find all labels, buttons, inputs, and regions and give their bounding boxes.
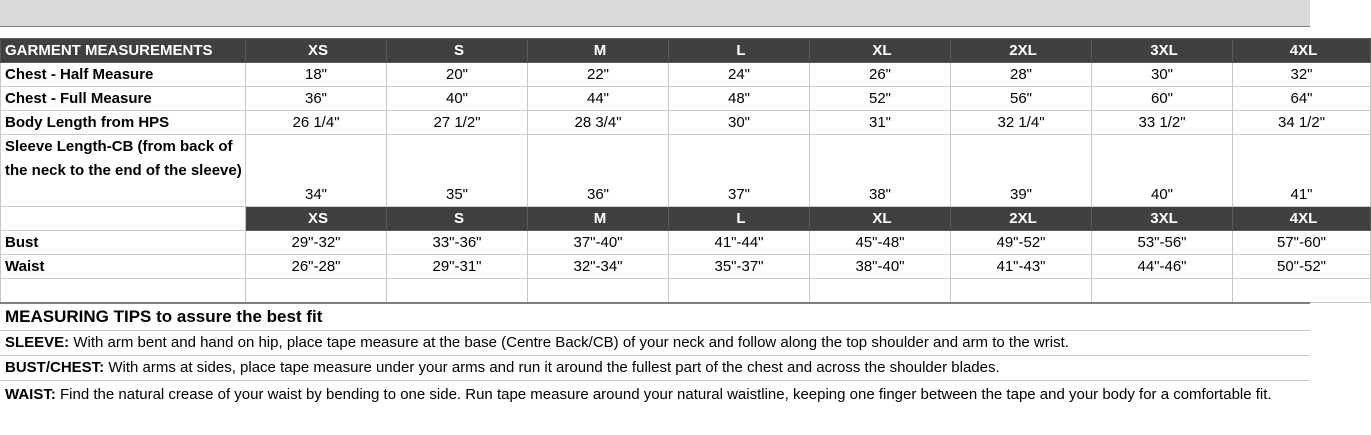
blank-cell xyxy=(810,279,951,303)
tip-sleeve xyxy=(0,330,1310,355)
tip-waist-text: Find the natural crease of your waist by bending to one side. Run tape measure around your natural waistline, keeping one finger between the tape and your body for a comfortable fit. xyxy=(55,386,1272,403)
garment-header-row xyxy=(1,39,1371,63)
table-cell: 38" xyxy=(810,135,951,207)
table-cell: 56" xyxy=(951,87,1092,111)
table-cell: 44"-46" xyxy=(1092,255,1233,279)
table-cell: 33"-36" xyxy=(387,231,528,255)
size-header-4xl: 4XL xyxy=(1233,207,1371,231)
table-cell: 27 1/2" xyxy=(387,111,528,135)
table-cell: 40" xyxy=(387,87,528,111)
garment-measurements-header: GARMENT MEASUREMENTS xyxy=(1,39,246,63)
tips-title: MEASURING TIPS to assure the best fit xyxy=(5,307,323,326)
size-header-3xl: 3XL xyxy=(1092,39,1233,63)
size-header-4xl: 4XL xyxy=(1233,39,1371,63)
size-header-xs: XS xyxy=(246,207,387,231)
table-cell: 36" xyxy=(246,87,387,111)
table-cell: 26 1/4" xyxy=(246,111,387,135)
table-row xyxy=(1,111,1371,135)
row-label: Body Length from HPS xyxy=(1,111,246,135)
table-cell: 52" xyxy=(810,87,951,111)
table-cell: 36" xyxy=(528,135,669,207)
tip-waist-label: WAIST: xyxy=(5,386,56,403)
table-cell: 31" xyxy=(810,111,951,135)
blank-row xyxy=(1,279,1371,303)
table-cell: 37" xyxy=(669,135,810,207)
size-header-m: M xyxy=(528,39,669,63)
table-cell: 28" xyxy=(951,63,1092,87)
size-header-l: L xyxy=(669,207,810,231)
top-band xyxy=(0,0,1310,27)
row-label: Chest - Half Measure xyxy=(1,63,246,87)
blank-cell xyxy=(951,279,1092,303)
table-cell: 33 1/2" xyxy=(1092,111,1233,135)
row-label: Chest - Full Measure xyxy=(1,87,246,111)
table-cell: 41"-43" xyxy=(951,255,1092,279)
table-cell: 29"-32" xyxy=(246,231,387,255)
table-cell: 64" xyxy=(1233,87,1371,111)
table-cell: 30" xyxy=(1092,63,1233,87)
table-cell: 53"-56" xyxy=(1092,231,1233,255)
table-cell: 24" xyxy=(669,63,810,87)
size-header-2xl: 2XL xyxy=(951,207,1092,231)
table-cell: 41" xyxy=(1233,135,1371,207)
size-header-s: S xyxy=(387,39,528,63)
table-cell: 22" xyxy=(528,63,669,87)
size-header-l: L xyxy=(669,39,810,63)
tip-waist xyxy=(0,380,1310,407)
table-cell: 37"-40" xyxy=(528,231,669,255)
table-row xyxy=(1,255,1371,279)
table-cell: 32"-34" xyxy=(528,255,669,279)
table-cell: 48" xyxy=(669,87,810,111)
blank-cell xyxy=(246,279,387,303)
body-header-row xyxy=(1,207,1371,231)
table-cell: 57"-60" xyxy=(1233,231,1371,255)
table-cell: 34 1/2" xyxy=(1233,111,1371,135)
tip-sleeve-label: SLEEVE: xyxy=(5,334,70,351)
size-header-xs: XS xyxy=(246,39,387,63)
table-cell: 32 1/4" xyxy=(951,111,1092,135)
size-header-xl: XL xyxy=(810,207,951,231)
tip-bust-label: BUST/CHEST: xyxy=(5,359,105,376)
blank-cell xyxy=(387,279,528,303)
table-cell: 29"-31" xyxy=(387,255,528,279)
blank-cell xyxy=(1233,279,1371,303)
table-cell: 60" xyxy=(1092,87,1233,111)
blank-cell xyxy=(1,279,246,303)
table-cell: 50"-52" xyxy=(1233,255,1371,279)
table-cell: 49"-52" xyxy=(951,231,1092,255)
table-cell: 30" xyxy=(669,111,810,135)
blank-cell xyxy=(669,279,810,303)
blank-cell xyxy=(528,279,669,303)
table-cell: 35"-37" xyxy=(669,255,810,279)
table-cell: 26" xyxy=(810,63,951,87)
measuring-tips xyxy=(0,302,1310,407)
table-row xyxy=(1,87,1371,111)
table-cell: 34" xyxy=(246,135,387,207)
table-cell: 35" xyxy=(387,135,528,207)
table-cell: 18" xyxy=(246,63,387,87)
table-cell: 38"-40" xyxy=(810,255,951,279)
table-cell: 20" xyxy=(387,63,528,87)
table-cell: 32" xyxy=(1233,63,1371,87)
table-cell: 40" xyxy=(1092,135,1233,207)
empty-header-cell xyxy=(1,207,246,231)
tip-bust xyxy=(0,355,1310,380)
tip-bust-text: With arms at sides, place tape measure under your arms and run it around the fullest part of the chest and across the shoulder blades. xyxy=(104,359,1000,376)
size-header-2xl: 2XL xyxy=(951,39,1092,63)
table-cell: 41"-44" xyxy=(669,231,810,255)
row-label: Sleeve Length-CB (from back of the neck to the end of the sleeve) xyxy=(1,135,246,207)
table-row xyxy=(1,135,1371,207)
table-cell: 28 3/4" xyxy=(528,111,669,135)
table-cell: 26"-28" xyxy=(246,255,387,279)
table-row xyxy=(1,63,1371,87)
row-label: Waist xyxy=(1,255,246,279)
table-cell: 39" xyxy=(951,135,1092,207)
row-label: Bust xyxy=(1,231,246,255)
size-header-3xl: 3XL xyxy=(1092,207,1233,231)
size-header-s: S xyxy=(387,207,528,231)
blank-cell xyxy=(1092,279,1233,303)
size-header-xl: XL xyxy=(810,39,951,63)
table-cell: 44" xyxy=(528,87,669,111)
size-chart-table xyxy=(0,38,1371,303)
tip-sleeve-text: With arm bent and hand on hip, place tape measure at the base (Centre Back/CB) of your neck and follow along the top shoulder and arm to the wrist. xyxy=(69,334,1069,351)
size-header-m: M xyxy=(528,207,669,231)
table-row xyxy=(1,231,1371,255)
table-cell: 45"-48" xyxy=(810,231,951,255)
